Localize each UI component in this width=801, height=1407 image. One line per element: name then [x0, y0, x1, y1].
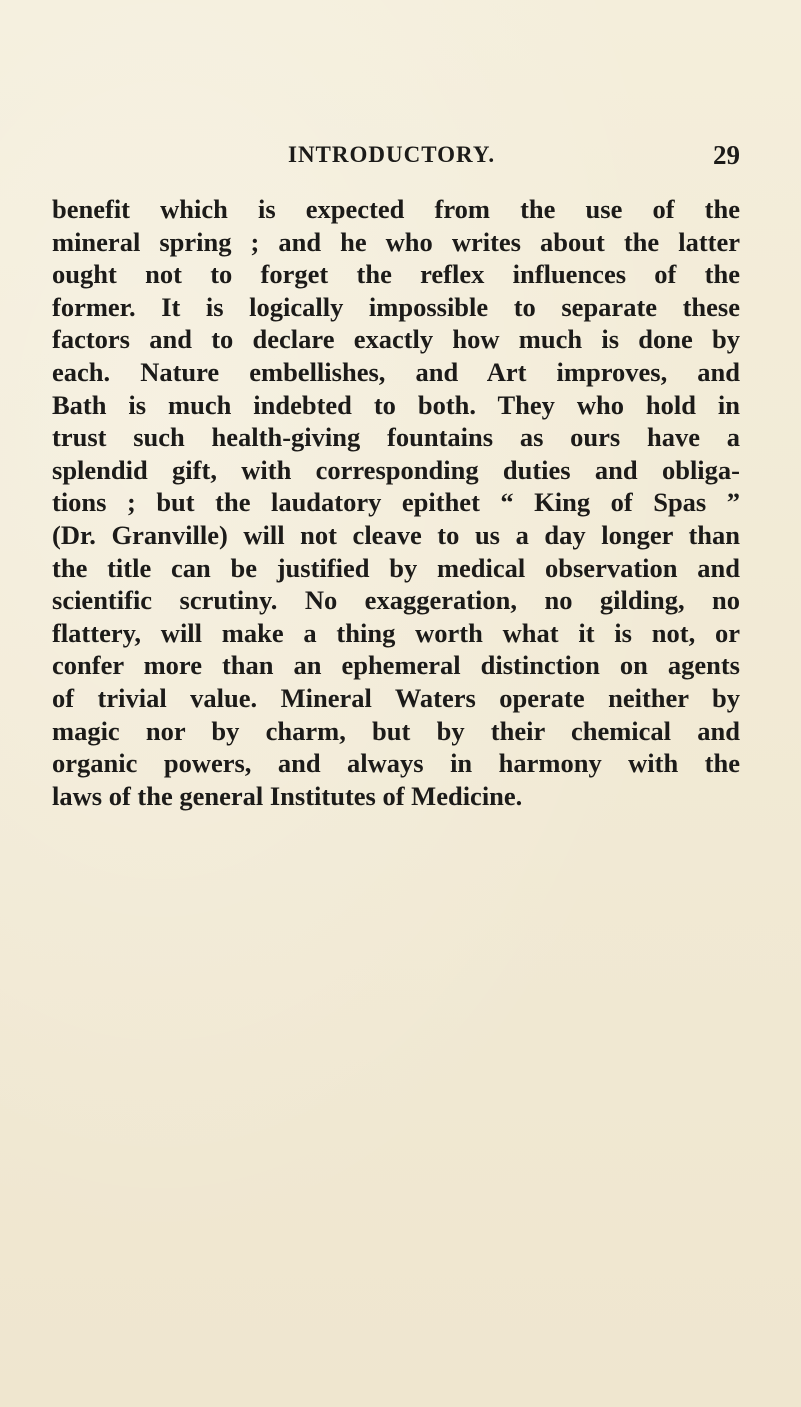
text-line: splendid gift, with corresponding duties and obliga-	[52, 454, 740, 485]
text-line: factors and to declare exactly how much is done by	[52, 324, 740, 355]
text-line: trust such health-giving fountains as ours have a	[52, 422, 740, 453]
text-line: organic powers, and always in harmony with the	[52, 748, 740, 779]
text-line: confer more than an ephemeral distinction on agents	[52, 650, 740, 681]
running-head	[52, 140, 740, 180]
text-line: flattery, will make a thing worth what it is not, or	[52, 617, 740, 648]
page-number: 29	[713, 140, 740, 170]
body-paragraph	[52, 193, 740, 812]
text-line: laws of the general Institutes of Medicine.	[52, 780, 523, 811]
text-line: (Dr. Granville) will not cleave to us a day longer than	[52, 519, 740, 550]
text-line: Bath is much indebted to both. They who hold in	[52, 389, 740, 420]
text-line: magic nor by charm, but by their chemical and	[52, 715, 740, 746]
text-line: scientific scrutiny. No exaggeration, no gilding, no	[52, 585, 740, 616]
text-line: each. Nature embellishes, and Art improves, and	[52, 356, 740, 387]
text-line: of trivial value. Mineral Waters operate neither by	[52, 682, 740, 713]
running-title: INTRODUCTORY.	[288, 142, 496, 167]
text-line: mineral spring ; and he who writes about the latter	[52, 226, 740, 257]
text-line: the title can be justified by medical observation and	[52, 552, 740, 583]
text-line: benefit which is expected from the use of the	[52, 194, 740, 224]
text-line: former. It is logically impossible to separate these	[52, 291, 740, 322]
text-line: ought not to forget the reflex influences of the	[52, 259, 740, 290]
text-line: tions ; but the laudatory epithet “ King of Spas ”	[52, 487, 740, 518]
